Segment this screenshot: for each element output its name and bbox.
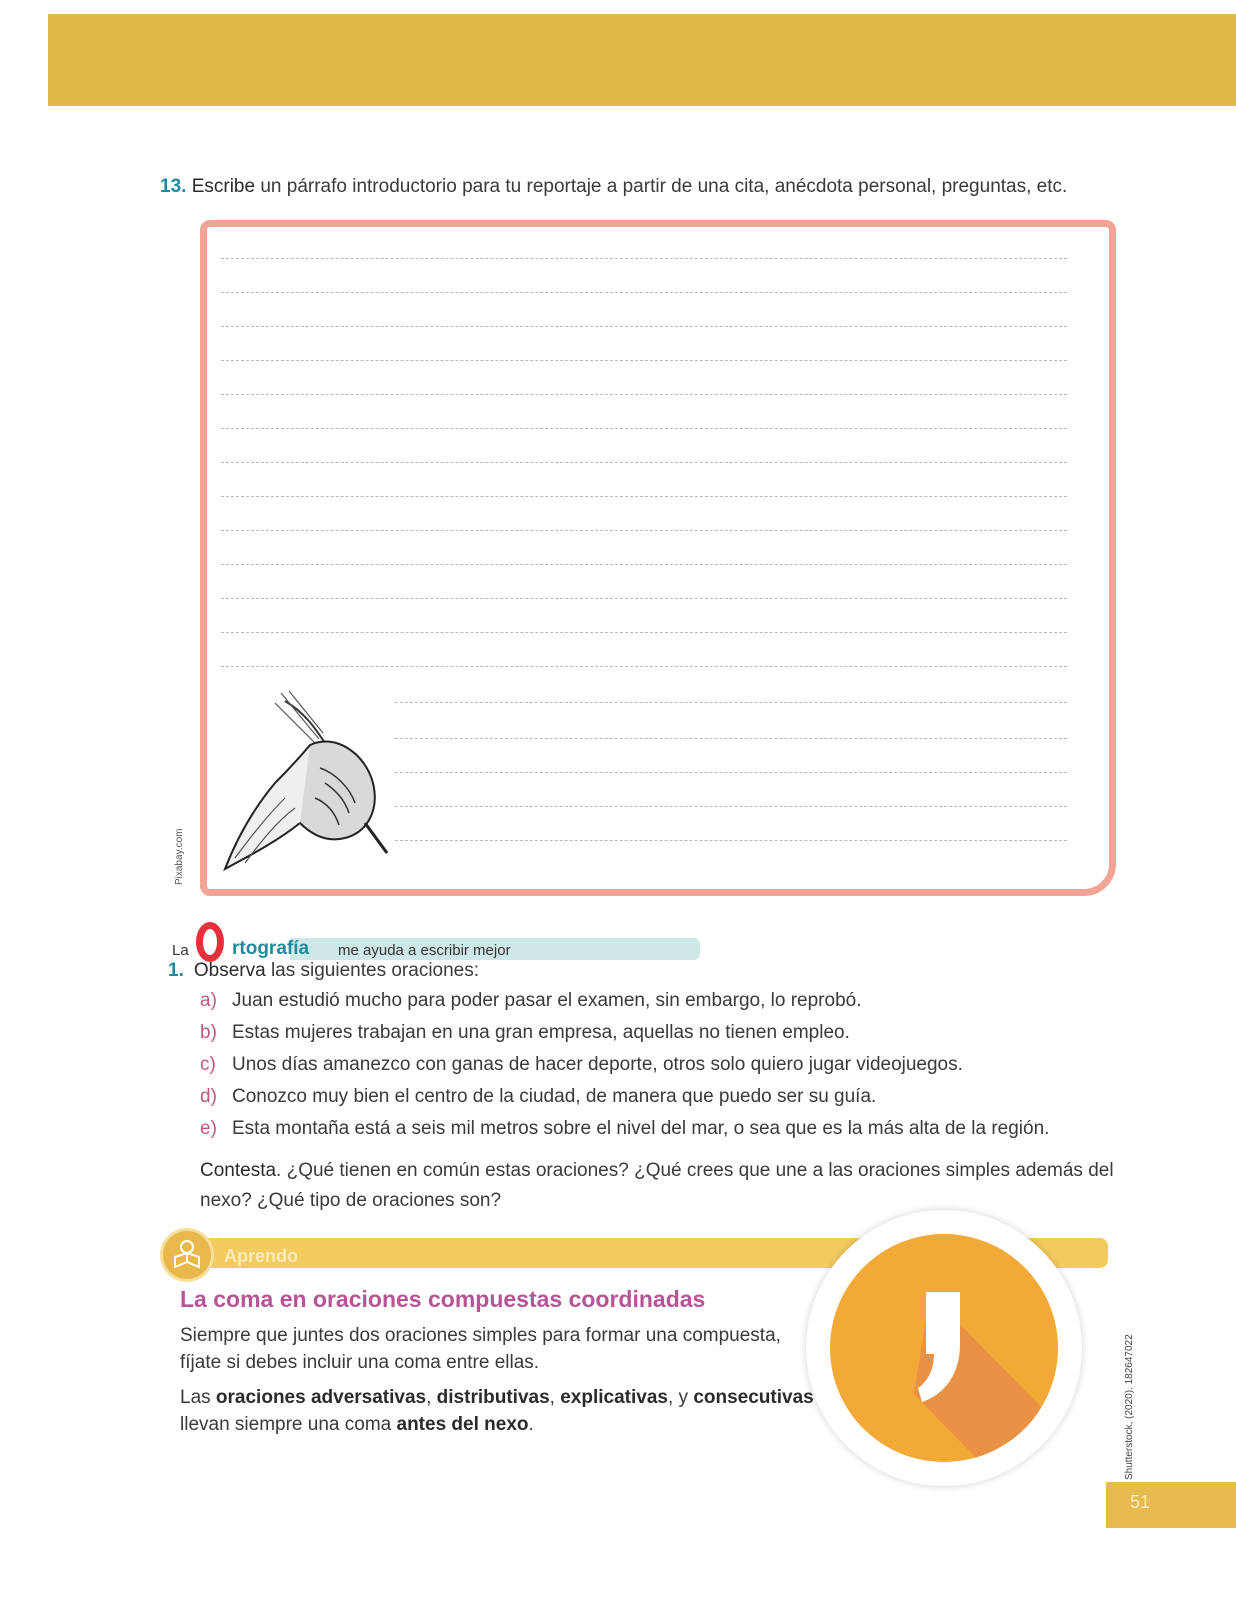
p2-text: Las <box>180 1387 216 1408</box>
sentence-item <box>200 1022 850 1044</box>
sentence-item <box>200 990 862 1012</box>
sentence-letter: e) <box>200 1118 217 1139</box>
observa-number: 1. <box>168 960 184 981</box>
ruled-line <box>395 738 1067 739</box>
quill-hand-illustration <box>215 673 395 873</box>
ruled-line <box>221 666 1067 667</box>
answer-writing-box[interactable] <box>200 220 1116 896</box>
ruled-line <box>221 564 1067 565</box>
p2-text: , <box>426 1387 437 1408</box>
aprendo-reader-icon <box>160 1228 214 1282</box>
aprendo-paragraph-1: Siempre que juntes dos oraciones simples para formar una compuesta, fíjate si debes incluir una coma entre ellas. <box>180 1325 781 1373</box>
p2-bold: antes del nexo <box>396 1414 529 1435</box>
ruled-line <box>221 496 1067 497</box>
sentence-item <box>200 1086 876 1108</box>
ruled-line <box>221 428 1067 429</box>
sentence-letter: d) <box>200 1086 217 1107</box>
ortografia-big-o-icon <box>196 922 224 962</box>
image-credit-left: Pixabay.com <box>174 828 185 885</box>
p2-text: , <box>549 1387 561 1408</box>
ruled-line <box>221 292 1067 293</box>
ruled-line <box>221 258 1067 259</box>
observa-text: las siguientes oraciones: <box>265 960 480 981</box>
ruled-line <box>221 632 1067 633</box>
aprendo-paragraph-2 <box>180 1384 820 1438</box>
ruled-line <box>395 840 1067 841</box>
ruled-line <box>221 530 1067 531</box>
p2-bold: consecutivas <box>693 1387 814 1408</box>
ortografia-tagline: me ayuda a escribir mejor <box>338 942 511 959</box>
ortografia-word: rtografía <box>232 938 310 959</box>
ruled-line <box>395 806 1067 807</box>
p2-bold: explicativas <box>560 1387 668 1408</box>
ortografia-banner <box>168 916 548 960</box>
sentence-text: Unos días amanezco con ganas de hacer deporte, otros solo quiero jugar videojuegos. <box>232 1054 963 1075</box>
observa-verb: Observa <box>193 960 266 981</box>
contesta-verb: Contesta <box>200 1160 277 1181</box>
ruled-line <box>395 772 1067 773</box>
activity-verb: Escribe <box>191 176 256 197</box>
sentence-letter: b) <box>200 1022 217 1043</box>
p2-text: . <box>528 1414 534 1435</box>
ruled-line <box>221 326 1067 327</box>
activity-number: 13. <box>160 176 187 197</box>
p2-bold: distributivas <box>436 1387 550 1408</box>
image-credit-right: Shutterstock, (2020). 182647022 <box>1124 1334 1135 1480</box>
activity-13-prompt <box>160 176 1067 198</box>
sentence-letter: c) <box>200 1054 216 1075</box>
contesta-text: . ¿Qué tienen en común estas oraciones? ¿Qué crees que une a las oraciones simples además del nexo? ¿Qué tipo de oraciones son? <box>200 1160 1114 1211</box>
sentence-text: Esta montaña está a seis mil metros sobre el nivel del mar, o sea que es la más alta de la región. <box>232 1118 1050 1139</box>
sentence-item <box>200 1054 963 1076</box>
ruled-line <box>221 598 1067 599</box>
ortografia-prefix: La <box>172 942 189 959</box>
ruled-line <box>221 360 1067 361</box>
comma-illustration-icon <box>830 1234 1058 1462</box>
ruled-line <box>221 394 1067 395</box>
p2-text: llevan siempre una coma <box>180 1414 397 1435</box>
page-number-tab <box>1106 1482 1236 1528</box>
aprendo-label: Aprendo <box>224 1246 298 1266</box>
activity-text: un párrafo introductorio para tu reportaje a partir de una cita, anécdota personal, preguntas, etc. <box>255 176 1068 197</box>
sentence-text: Conozco muy bien el centro de la ciudad, de manera que puedo ser su guía. <box>232 1086 877 1107</box>
ruled-line <box>395 702 1067 703</box>
contesta-question <box>200 1156 1120 1216</box>
sentence-text: Juan estudió mucho para poder pasar el examen, sin embargo, lo reprobó. <box>232 990 862 1011</box>
sentence-item <box>200 1118 1049 1140</box>
ruled-line <box>221 462 1067 463</box>
sentence-text: Estas mujeres trabajan en una gran empresa, aquellas no tienen empleo. <box>232 1022 850 1043</box>
page-number: 51 <box>1130 1492 1151 1512</box>
p2-text: , y <box>667 1387 694 1408</box>
aprendo-title: La coma en oraciones compuestas coordinadas <box>180 1286 706 1312</box>
sentence-letter: a) <box>200 990 217 1011</box>
header-band <box>48 14 1236 106</box>
p2-bold: oraciones adversativas <box>215 1387 427 1408</box>
observa-prompt <box>168 960 479 982</box>
